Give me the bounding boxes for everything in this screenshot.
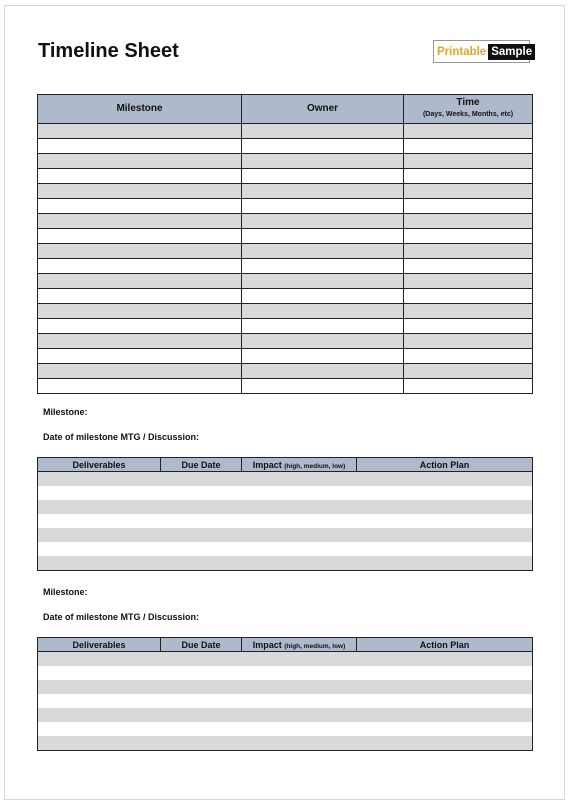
milestone-row (38, 349, 533, 364)
milestone-row (38, 289, 533, 304)
owner-cell[interactable] (242, 169, 404, 184)
owner-cell[interactable] (242, 349, 404, 364)
due-date-cell[interactable] (161, 514, 242, 528)
owner-cell[interactable] (242, 334, 404, 349)
due-date-cell[interactable] (161, 652, 242, 667)
milestone-cell[interactable] (38, 304, 242, 319)
due-date-cell[interactable] (161, 556, 242, 571)
owner-cell[interactable] (242, 214, 404, 229)
impact-cell[interactable] (242, 708, 357, 722)
milestone-row (38, 274, 533, 289)
time-cell[interactable] (404, 139, 533, 154)
milestone-label-2: Milestone: (43, 587, 88, 597)
col-header-due-date: Due Date (161, 638, 242, 652)
owner-cell[interactable] (242, 274, 404, 289)
milestone-cell[interactable] (38, 229, 242, 244)
owner-cell[interactable] (242, 259, 404, 274)
action-plan-cell[interactable] (357, 542, 533, 556)
time-cell[interactable] (404, 349, 533, 364)
due-date-cell[interactable] (161, 708, 242, 722)
impact-sub: (high, medium, low) (284, 642, 346, 650)
action-plan-cell[interactable] (357, 486, 533, 500)
deliverable-cell[interactable] (38, 556, 161, 571)
deliverable-cell[interactable] (38, 694, 161, 708)
milestone-table-body (38, 124, 533, 394)
impact-label: Impact (252, 639, 282, 650)
page-title: Timeline Sheet (38, 40, 179, 62)
action-plan-cell[interactable] (357, 652, 533, 667)
time-cell[interactable] (404, 334, 533, 349)
time-cell[interactable] (404, 199, 533, 214)
impact-sub: (high, medium, low) (284, 462, 346, 470)
impact-cell[interactable] (242, 680, 357, 694)
due-date-cell[interactable] (161, 666, 242, 680)
milestone-row (38, 184, 533, 199)
deliverables-table-2 (37, 637, 533, 751)
milestone-row (38, 124, 533, 139)
owner-cell[interactable] (242, 139, 404, 154)
deliverable-cell[interactable] (38, 666, 161, 680)
milestone-table-header (38, 95, 533, 124)
owner-cell[interactable] (242, 364, 404, 379)
deliverable-cell[interactable] (38, 542, 161, 556)
owner-cell[interactable] (242, 289, 404, 304)
col-header-action-plan: Action Plan (357, 638, 533, 652)
time-cell[interactable] (404, 364, 533, 379)
milestone-cell[interactable] (38, 139, 242, 154)
time-cell[interactable] (404, 244, 533, 259)
milestone-row (38, 154, 533, 169)
time-cell[interactable] (404, 274, 533, 289)
deliverable-cell[interactable] (38, 500, 161, 514)
milestone-cell[interactable] (38, 259, 242, 274)
milestone-cell[interactable] (38, 154, 242, 169)
action-plan-cell[interactable] (357, 736, 533, 751)
milestone-cell[interactable] (38, 199, 242, 214)
col-header-time-sub: (Days, Weeks, Months, etc) (422, 111, 514, 118)
owner-cell[interactable] (242, 379, 404, 394)
milestone-cell[interactable] (38, 379, 242, 394)
deliverables-table-1 (37, 457, 533, 571)
time-cell[interactable] (404, 289, 533, 304)
col-header-deliverables: Deliverables (38, 638, 161, 652)
col-header-deliverables: Deliverables (38, 458, 161, 472)
impact-cell[interactable] (242, 542, 357, 556)
action-plan-cell[interactable] (357, 472, 533, 487)
milestone-cell[interactable] (38, 184, 242, 199)
col-header-owner: Owner (242, 95, 404, 124)
logo-word-sample: Sample (488, 44, 535, 60)
action-plan-cell[interactable] (357, 680, 533, 694)
deliverable-cell[interactable] (38, 514, 161, 528)
due-date-cell[interactable] (161, 486, 242, 500)
milestone-row (38, 214, 533, 229)
impact-cell[interactable] (242, 500, 357, 514)
deliverable-cell[interactable] (38, 708, 161, 722)
deliverable-cell[interactable] (38, 680, 161, 694)
owner-cell[interactable] (242, 199, 404, 214)
deliverable-row (38, 486, 533, 500)
deliverable-row (38, 736, 533, 751)
deliverable-row (38, 680, 533, 694)
owner-cell[interactable] (242, 244, 404, 259)
action-plan-cell[interactable] (357, 666, 533, 680)
deliverable-row (38, 652, 533, 667)
due-date-cell[interactable] (161, 680, 242, 694)
action-plan-cell[interactable] (357, 500, 533, 514)
action-plan-cell[interactable] (357, 514, 533, 528)
due-date-cell[interactable] (161, 736, 242, 751)
col-header-action-plan: Action Plan (357, 458, 533, 472)
due-date-cell[interactable] (161, 472, 242, 487)
deliverable-cell[interactable] (38, 528, 161, 542)
col-header-due-date: Due Date (161, 458, 242, 472)
col-header-time (404, 95, 533, 124)
milestone-row (38, 199, 533, 214)
impact-cell[interactable] (242, 652, 357, 667)
impact-cell[interactable] (242, 694, 357, 708)
impact-cell[interactable] (242, 514, 357, 528)
logo-word-printable: Printable (437, 45, 487, 58)
time-cell[interactable] (404, 154, 533, 169)
col-header-impact (242, 638, 357, 652)
deliverables-body-2 (38, 652, 533, 751)
milestone-cell[interactable] (38, 349, 242, 364)
action-plan-cell[interactable] (357, 528, 533, 542)
time-cell[interactable] (404, 124, 533, 139)
impact-cell[interactable] (242, 528, 357, 542)
milestone-cell[interactable] (38, 124, 242, 139)
deliverable-row (38, 722, 533, 736)
deliverable-cell[interactable] (38, 722, 161, 736)
milestone-row (38, 334, 533, 349)
action-plan-cell[interactable] (357, 556, 533, 571)
time-cell[interactable] (404, 259, 533, 274)
owner-cell[interactable] (242, 124, 404, 139)
deliverable-cell[interactable] (38, 736, 161, 751)
milestone-cell[interactable] (38, 364, 242, 379)
milestone-row (38, 229, 533, 244)
due-date-cell[interactable] (161, 528, 242, 542)
impact-cell[interactable] (242, 556, 357, 571)
action-plan-cell[interactable] (357, 722, 533, 736)
milestone-cell[interactable] (38, 334, 242, 349)
deliverable-cell[interactable] (38, 472, 161, 487)
owner-cell[interactable] (242, 229, 404, 244)
due-date-cell[interactable] (161, 694, 242, 708)
deliverable-row (38, 500, 533, 514)
owner-cell[interactable] (242, 304, 404, 319)
impact-cell[interactable] (242, 472, 357, 487)
deliverable-row (38, 472, 533, 487)
milestone-row (38, 364, 533, 379)
milestone-date-label-2: Date of milestone MTG / Discussion: (43, 612, 200, 622)
deliverables-body-1 (38, 472, 533, 571)
milestone-cell[interactable] (38, 244, 242, 259)
action-plan-cell[interactable] (357, 708, 533, 722)
brand-logo (433, 40, 533, 63)
milestone-date-label-1: Date of milestone MTG / Discussion: (43, 432, 200, 442)
due-date-cell[interactable] (161, 542, 242, 556)
milestone-row (38, 244, 533, 259)
deliverable-row (38, 708, 533, 722)
time-cell[interactable] (404, 169, 533, 184)
deliverable-cell[interactable] (38, 652, 161, 667)
milestone-cell[interactable] (38, 319, 242, 334)
milestone-cell[interactable] (38, 274, 242, 289)
milestone-row (38, 379, 533, 394)
time-cell[interactable] (404, 184, 533, 199)
impact-cell[interactable] (242, 722, 357, 736)
milestone-row (38, 169, 533, 184)
milestone-cell[interactable] (38, 169, 242, 184)
milestone-label-1: Milestone: (43, 407, 88, 417)
time-cell[interactable] (404, 229, 533, 244)
milestone-cell[interactable] (38, 214, 242, 229)
deliverable-row (38, 528, 533, 542)
col-header-milestone: Milestone (38, 95, 242, 124)
time-cell[interactable] (404, 379, 533, 394)
col-header-impact (242, 458, 357, 472)
deliverable-row (38, 666, 533, 680)
deliverables-header-2 (38, 638, 533, 652)
impact-cell[interactable] (242, 736, 357, 751)
milestone-row (38, 259, 533, 274)
deliverable-row (38, 514, 533, 528)
owner-cell[interactable] (242, 319, 404, 334)
deliverable-cell[interactable] (38, 486, 161, 500)
due-date-cell[interactable] (161, 500, 242, 514)
impact-cell[interactable] (242, 666, 357, 680)
milestone-row (38, 304, 533, 319)
deliverable-row (38, 542, 533, 556)
milestone-row (38, 319, 533, 334)
time-cell[interactable] (404, 214, 533, 229)
owner-cell[interactable] (242, 184, 404, 199)
due-date-cell[interactable] (161, 722, 242, 736)
impact-cell[interactable] (242, 486, 357, 500)
deliverable-row (38, 694, 533, 708)
impact-label: Impact (252, 459, 282, 470)
time-cell[interactable] (404, 319, 533, 334)
col-header-time-label: Time (456, 97, 480, 108)
action-plan-cell[interactable] (357, 694, 533, 708)
deliverables-header-1 (38, 458, 533, 472)
time-cell[interactable] (404, 304, 533, 319)
milestone-table (37, 94, 533, 394)
milestone-cell[interactable] (38, 289, 242, 304)
owner-cell[interactable] (242, 154, 404, 169)
deliverable-row (38, 556, 533, 571)
milestone-row (38, 139, 533, 154)
